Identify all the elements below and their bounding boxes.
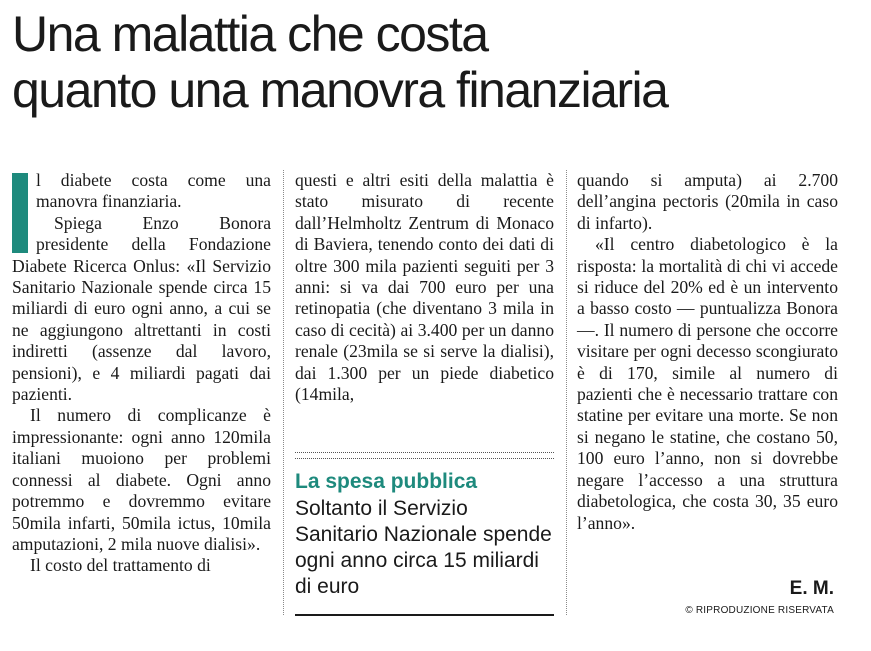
box-top-rule-2 bbox=[295, 458, 554, 459]
paragraph-2: Spiega Enzo Bonora presidente della Fondazione Diabete Ricerca Onlus: «Il Servizio Sanitario Nazionale spende circa 15 miliardi di euro ogni anno, a cui se ne aggiungono altrettanti in costi indiretti (assenze dal lavoro, pensioni), e 4 miliardi pagati dai pazienti. bbox=[12, 212, 271, 405]
box-text: Soltanto il Servizio Sanitario Nazionale spende ogni anno circa 15 miliardi di euro bbox=[295, 497, 552, 598]
dropcap-bar bbox=[12, 173, 28, 253]
copyright-icon: © bbox=[685, 605, 693, 616]
column-divider-2 bbox=[566, 170, 567, 615]
copyright-notice bbox=[685, 605, 834, 616]
article-column-1 bbox=[12, 170, 271, 577]
paragraph-7: «Il centro diabetologico è la risposta: la mortalità di chi vi accede si riduce del 20% ed è un intervento a basso costo — puntualizza Bonora —. Il numero di persone che occorre visitare per ogni decesso scongiurato è di 170, simile al numero di pazienti che è necessario trattare con statine per evitare una morte. Se non si negano le statine, che costano 50, 100 euro l’anno, non si dovrebbe negare l’accesso a una struttura diabetologica, che costa 30, 35 euro l’anno». bbox=[577, 234, 838, 533]
box-bottom-rule bbox=[295, 614, 554, 616]
paragraph-5: questi e altri esiti della malattia è stato misurato di recente dall’Helmholtz Zentrum di Monaco di Baviera, tenendo conto dei dati di oltre 300 mila pazienti seguiti per 3 anni: si va dai 700 euro per una retinopatia (che diventano 3 mila in caso di cecità) ai 3.400 per un danno renale (23mila se si serve la dialisi), dai 1.300 per un piede diabetico (14mila, bbox=[295, 170, 554, 405]
paragraph-3: Il numero di complicanze è impressionante: ogni anno 120mila italiani muoiono per problemi connessi al diabete. Ogni anno potremmo e dovremmo evitare 50mila infarti, 50mila ictus, 10mila amputazioni, 2 mila nuove dialisi». bbox=[12, 405, 271, 554]
headline-line-1: Una malattia che costa bbox=[12, 6, 488, 62]
box-top-rule bbox=[295, 452, 554, 453]
paragraph-4: Il costo del trattamento di bbox=[30, 555, 211, 576]
copyright-text: RIPRODUZIONE RISERVATA bbox=[695, 605, 834, 616]
headline-line-2: quanto una manovra finanziaria bbox=[12, 62, 668, 118]
paragraph-1-text: l diabete costa come una manovra finanziaria. bbox=[36, 170, 271, 212]
box-title: La spesa pubblica bbox=[295, 470, 478, 493]
paragraph-1 bbox=[12, 170, 271, 213]
column-divider-1 bbox=[283, 170, 284, 615]
author-signature: E. M. bbox=[789, 578, 834, 599]
article-column-3 bbox=[577, 170, 838, 534]
article-column-2 bbox=[295, 170, 554, 405]
highlight-box bbox=[295, 452, 554, 618]
paragraph-6: quando si amputa) ai 2.700 dell’angina pectoris (20mila in caso di infarto). bbox=[577, 170, 838, 233]
headline bbox=[12, 6, 862, 118]
